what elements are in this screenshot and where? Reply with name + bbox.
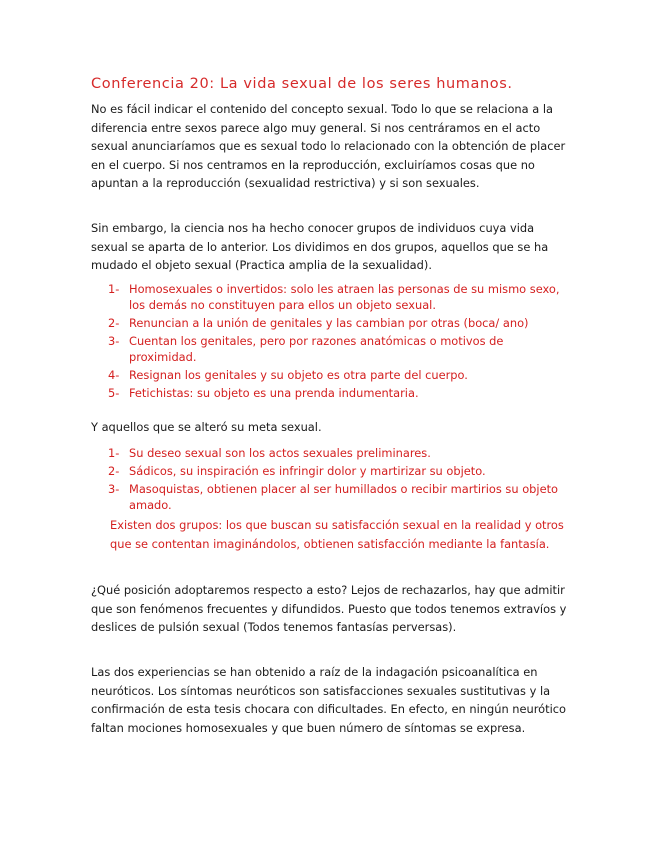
list-item: 1- Homosexuales o invertidos: solo les atraen las personas de su mismo sexo, los demás no constituyen para ellos un objeto sexual. — [108, 282, 560, 312]
paragraph-position: ¿Qué posición adoptaremos respecto a esto? Lejos de rechazarlos, hay que admitir que son fenómenos frecuentes y difundidos. Puesto que todos tenemos extravíos y deslices de pulsión sexual (Todos tenemos fantasías perversas). — [91, 583, 567, 635]
meta-change-list — [108, 445, 568, 515]
paragraph-experiences: Las dos experiencias se han obtenido a raíz de la indagación psicoanalítica en neuróticos. Los síntomas neuróticos son satisfacciones sexuales sustitutivas y la confirmación de esta tesis chocara con dificultades. En efecto, en ningún neurótico faltan mociones homosexuales y que buen número de síntomas se expresa. — [91, 665, 566, 735]
list-item: 3- Masoquistas, obtienen placer al ser humillados o recibir martirios su objeto amado. — [108, 482, 559, 512]
object-change-list — [108, 281, 568, 403]
list-item: 5- Fetichistas: su objeto es una prenda indumentaria. — [108, 386, 419, 400]
document-title: Conferencia 20: La vida sexual de los seres humanos. — [91, 76, 513, 92]
list-item: 1- Su deseo sexual son los actos sexuales preliminares. — [108, 446, 431, 460]
list-item: 4- Resignan los genitales y su objeto es otra parte del cuerpo. — [108, 368, 468, 382]
paragraph-two-groups: Existen dos grupos: los que buscan su satisfacción sexual en la realidad y otros que se contentan imaginándolos, obtienen satisfacción mediante la fantasía. — [110, 518, 564, 551]
paragraph-groups: Sin embargo, la ciencia nos ha hecho conocer grupos de individuos cuya vida sexual se aparta de lo anterior. Los dividimos en dos grupos, aquellos que se ha mudado el objeto sexual (Practica amplia de la sexualidad). — [91, 221, 549, 273]
paragraph-intro: No es fácil indicar el contenido del concepto sexual. Todo lo que se relaciona a la diferencia entre sexos parece algo muy general. Si nos centráramos en el acto sexual anunciaríamos que es sexual todo lo relacionado con la obtención de placer en el cuerpo. Si nos centramos en la reproducción, excluiríamos cosas que no apuntan a la reproducción (sexualidad restrictiva) y si son sexuales. — [91, 102, 566, 191]
list-item: 2- Renuncian a la unión de genitales y las cambian por otras (boca/ ano) — [108, 316, 529, 330]
list-item: 3- Cuentan los genitales, pero por razones anatómicas o motivos de proximidad. — [108, 334, 504, 364]
list-item: 2- Sádicos, su inspiración es infringir dolor y martirizar su objeto. — [108, 464, 486, 478]
paragraph-meta-change: Y aquellos que se alteró su meta sexual. — [91, 420, 322, 434]
